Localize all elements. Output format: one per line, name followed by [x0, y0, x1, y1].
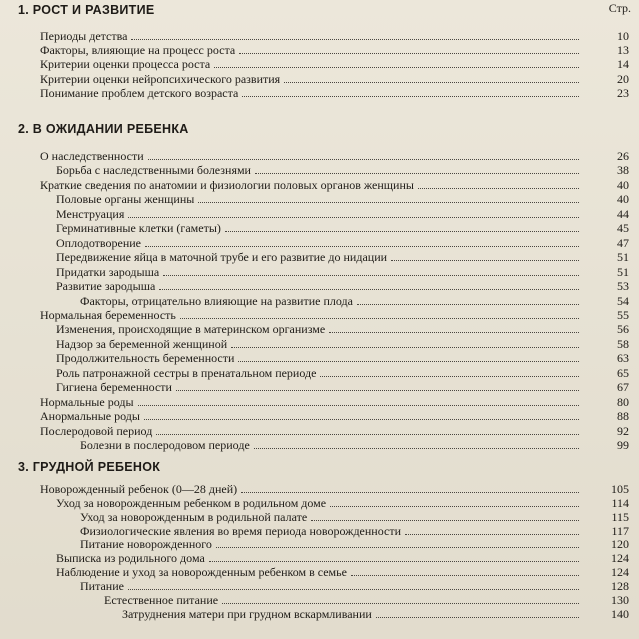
- toc-entry-title: Передвижение яйца в маточной трубе и его развитие до нидации: [56, 250, 388, 264]
- toc-entry: [40, 58, 585, 71]
- dot-leader: [131, 39, 579, 40]
- toc-page-number: 44: [617, 207, 629, 221]
- dot-leader: [198, 202, 579, 203]
- dot-leader: [222, 603, 579, 604]
- toc-entry-title: Наблюдение и уход за новорожденным ребенком в семье: [56, 565, 347, 579]
- toc-entry: [56, 193, 585, 206]
- toc-page-number: 55: [617, 308, 629, 322]
- section-heading: 3. ГРУДНОЙ РЕБЕНОК: [18, 460, 161, 474]
- dot-leader: [209, 561, 579, 562]
- toc-entry-title: Развитие зародыша: [56, 279, 156, 293]
- dot-leader: [231, 347, 579, 348]
- toc-entry-title: Периоды детства: [40, 29, 128, 43]
- toc-entry: [56, 566, 585, 579]
- toc-page-number: 53: [617, 279, 629, 293]
- toc-entry: [40, 396, 585, 409]
- dot-leader: [163, 275, 579, 276]
- section-heading: 2. В ОЖИДАНИИ РЕБЕНКА: [18, 122, 189, 136]
- section-heading: 1. РОСТ И РАЗВИТИЕ: [18, 3, 155, 17]
- toc-entry: [40, 30, 585, 43]
- toc-entry-title: Послеродовой период: [40, 424, 153, 438]
- toc-entry: [40, 483, 585, 496]
- toc-page-number: 13: [617, 43, 629, 57]
- toc-entry: [40, 309, 585, 322]
- toc-entry: [56, 338, 585, 351]
- toc-entry: [80, 538, 585, 551]
- toc-entry-title: Краткие сведения по анатомии и физиологии половых органов женщины: [40, 178, 414, 192]
- dot-leader: [330, 506, 579, 507]
- toc-entry-title: Физиологические явления во время периода новорожденности: [80, 524, 402, 538]
- toc-page-number: 140: [611, 607, 629, 621]
- toc-entry: [40, 150, 585, 163]
- toc-entry-title: Естественное питание: [104, 593, 219, 607]
- toc-entry-title: Новорожденный ребенок (0—28 дней): [40, 482, 238, 496]
- toc-entry: [104, 594, 585, 607]
- dot-leader: [418, 188, 579, 189]
- dot-leader: [144, 419, 579, 420]
- toc-entry-title: Уход за новорожденным ребенком в родильном доме: [56, 496, 327, 510]
- toc-entry: [56, 552, 585, 565]
- toc-entry-title: Половые органы женщины: [56, 192, 195, 206]
- toc-page-number: 51: [617, 265, 629, 279]
- toc-page-number: 120: [611, 537, 629, 551]
- dot-leader: [351, 575, 579, 576]
- toc-entry: [56, 381, 585, 394]
- dot-leader: [159, 289, 579, 290]
- toc-entry: [122, 608, 585, 621]
- dot-leader: [405, 534, 579, 535]
- toc-page-number: 115: [611, 510, 629, 524]
- toc-entry-title: Герминативные клетки (гаметы): [56, 221, 221, 235]
- toc-entry-title: Факторы, влияющие на процесс роста: [40, 43, 236, 57]
- dot-leader: [176, 390, 579, 391]
- dot-leader: [357, 304, 579, 305]
- toc-entry: [56, 222, 585, 235]
- toc-entry: [80, 580, 585, 593]
- toc-entry: [56, 251, 585, 264]
- dot-leader: [329, 332, 579, 333]
- toc-entry-title: Надзор за беременной женщиной: [56, 337, 228, 351]
- toc-entry: [80, 511, 585, 524]
- toc-entry: [40, 410, 585, 423]
- toc-page-number: 51: [617, 250, 629, 264]
- toc-entry: [56, 237, 585, 250]
- toc-entry: [40, 87, 585, 100]
- page-column-label: Стр.: [608, 1, 631, 15]
- toc-page-number: 40: [617, 178, 629, 192]
- dot-leader: [214, 67, 579, 68]
- dot-leader: [138, 405, 579, 406]
- dot-leader: [376, 617, 579, 618]
- toc-entry: [56, 323, 585, 336]
- toc-page-number: 58: [617, 337, 629, 351]
- toc-entry: [56, 352, 585, 365]
- toc-page-number: 117: [611, 524, 629, 538]
- dot-leader: [239, 53, 579, 54]
- dot-leader: [255, 173, 579, 174]
- toc-page-number: 54: [617, 294, 629, 308]
- toc-entry: [40, 73, 585, 86]
- toc-entry: [80, 439, 585, 452]
- toc-entry-title: Уход за новорожденным в родильной палате: [80, 510, 308, 524]
- toc-entry-title: Придатки зародыша: [56, 265, 160, 279]
- toc-entry: [56, 280, 585, 293]
- dot-leader: [311, 520, 579, 521]
- dot-leader: [242, 96, 579, 97]
- toc-entry: [80, 295, 585, 308]
- toc-entry: [40, 44, 585, 57]
- toc-entry-title: Анормальные роды: [40, 409, 140, 423]
- dot-leader: [216, 547, 579, 548]
- toc-page-number: 23: [617, 86, 629, 100]
- toc-page-number: 20: [617, 72, 629, 86]
- toc-page-number: 26: [617, 149, 629, 163]
- toc-entry-title: Гигиена беременности: [56, 380, 172, 394]
- toc-entry-title: Понимание проблем детского возраста: [40, 86, 239, 100]
- dot-leader: [254, 448, 579, 449]
- dot-leader: [145, 246, 579, 247]
- toc-entry-title: Питание: [80, 579, 124, 593]
- toc-entry-title: Изменения, происходящие в материнском организме: [56, 322, 326, 336]
- toc-page-number: 38: [617, 163, 629, 177]
- toc-entry-title: Менструация: [56, 207, 125, 221]
- toc-page-number: 128: [611, 579, 629, 593]
- toc-page-number: 88: [617, 409, 629, 423]
- toc-page-number: 63: [617, 351, 629, 365]
- toc-page-number: 47: [617, 236, 629, 250]
- toc-page-number: 65: [617, 366, 629, 380]
- dot-leader: [391, 260, 579, 261]
- dot-leader: [156, 434, 579, 435]
- dot-leader: [225, 231, 579, 232]
- toc-entry-title: Критерии оценки нейропсихического развития: [40, 72, 281, 86]
- toc-entry-title: Выписка из родильного дома: [56, 551, 205, 565]
- toc-page-number: 10: [617, 29, 629, 43]
- toc-entry: [56, 164, 585, 177]
- toc-entry-title: Нормальные роды: [40, 395, 134, 409]
- dot-leader: [128, 217, 579, 218]
- toc-page-number: 124: [611, 565, 629, 579]
- toc-entry: [40, 425, 585, 438]
- toc-entry-title: Оплодотворение: [56, 236, 142, 250]
- toc-entry-title: Критерии оценки процесса роста: [40, 57, 211, 71]
- toc-page-number: 124: [611, 551, 629, 565]
- toc-entry: [56, 208, 585, 221]
- toc-page-number: 40: [617, 192, 629, 206]
- toc-entry: [56, 367, 585, 380]
- toc-page-number: 14: [617, 57, 629, 71]
- dot-leader: [284, 82, 579, 83]
- toc-page-number: 105: [611, 482, 629, 496]
- toc-page-number: 80: [617, 395, 629, 409]
- dot-leader: [128, 589, 579, 590]
- dot-leader: [238, 361, 579, 362]
- toc-page-number: 130: [611, 593, 629, 607]
- toc-entry-title: О наследственности: [40, 149, 144, 163]
- toc-page-number: 67: [617, 380, 629, 394]
- toc-entry-title: Питание новорожденного: [80, 537, 212, 551]
- dot-leader: [148, 159, 579, 160]
- toc-page-number: 92: [617, 424, 629, 438]
- toc-entry-title: Продолжительность беременности: [56, 351, 235, 365]
- toc-entry-title: Факторы, отрицательно влияющие на развитие плода: [80, 294, 353, 308]
- toc-page-number: 45: [617, 221, 629, 235]
- toc-entry: [56, 497, 585, 510]
- toc-entry: [56, 266, 585, 279]
- toc-entry-title: Роль патронажной сестры в пренатальном периоде: [56, 366, 317, 380]
- dot-leader: [241, 492, 579, 493]
- toc-entry-title: Нормальная беременность: [40, 308, 176, 322]
- dot-leader: [320, 376, 579, 377]
- toc-page-number: 56: [617, 322, 629, 336]
- toc-entry-title: Затруднения матери при грудном вскармливании: [122, 607, 372, 621]
- toc-entry-title: Борьба с наследственными болезнями: [56, 163, 251, 177]
- dot-leader: [180, 318, 579, 319]
- toc-entry-title: Болезни в послеродовом периоде: [80, 438, 250, 452]
- toc-page-number: 114: [611, 496, 629, 510]
- toc-entry: [40, 179, 585, 192]
- toc-page-number: 99: [617, 438, 629, 452]
